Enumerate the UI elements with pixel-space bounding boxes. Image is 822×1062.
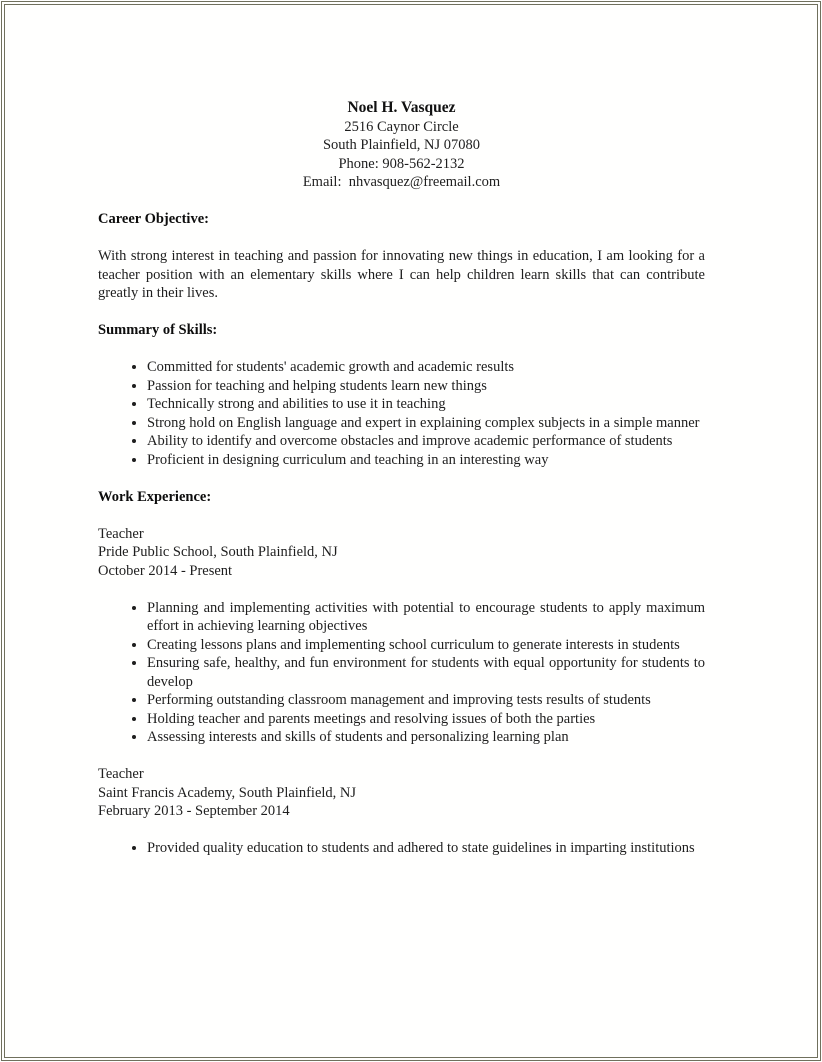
candidate-name: Noel H. Vasquez: [347, 99, 456, 116]
job-dates: February 2013 - September 2014: [98, 803, 290, 819]
job-dates: October 2014 - Present: [98, 562, 233, 579]
skill-item: • Committed for students' academic growth and academic results: [147, 358, 705, 377]
skill-item: • Proficient in designing curriculum and teaching in an interesting way: [147, 451, 705, 470]
skill-item: • Passion for teaching and helping students learn new things: [147, 377, 705, 396]
phone-line: Phone: 908-562-2132: [338, 155, 465, 172]
job-title: Teacher: [98, 525, 144, 542]
job-employer: Pride Public School, South Plainfield, NJ: [98, 544, 338, 560]
skill-item: • Ability to identify and overcome obstacles and improve academic performance of students: [147, 432, 705, 451]
job-duty-item: • Performing outstanding classroom management and improving tests results of students: [147, 691, 705, 710]
job-duty-item: • Planning and implementing activities with potential to encourage students to apply maximum effort in achieving learning objectives: [147, 599, 705, 636]
contact-header: [98, 99, 705, 192]
career-objective-heading: Career Objective:: [98, 211, 209, 227]
job-title: Teacher: [98, 766, 144, 782]
resume-content: [98, 99, 705, 858]
job-header: [98, 525, 705, 581]
job-duties-list: [98, 599, 705, 747]
address-line-2: South Plainfield, NJ 07080: [322, 137, 481, 153]
work-experience-heading: Work Experience:: [98, 488, 212, 505]
skills-list: [98, 358, 705, 469]
skill-item: • Strong hold on English language and expert in explaining complex subjects in a simple manner: [147, 414, 705, 433]
job-duty-item: • Provided quality education to students and adhered to state guidelines in imparting institutions: [147, 839, 705, 858]
job-employer: Saint Francis Academy, South Plainfield, NJ: [98, 784, 357, 801]
summary-of-skills-heading: Summary of Skills:: [98, 322, 218, 338]
skill-item: • Technically strong and abilities to use it in teaching: [147, 395, 705, 414]
job-duty-item: • Creating lessons plans and implementing school curriculum to generate interests in students: [147, 636, 705, 655]
job-duty-item: • Ensuring safe, healthy, and fun environment for students with equal opportunity for students to develop: [147, 654, 705, 691]
job-duty-item: • Holding teacher and parents meetings and resolving issues of both the parties: [147, 710, 705, 729]
career-objective-text: With strong interest in teaching and passion for innovating new things in education, I am looking for a teacher position with an elementary skills where I can help children learn skills that can contribute greatly in their lives.: [98, 248, 705, 301]
job-header: [98, 765, 705, 821]
job-duties-list: [98, 839, 705, 858]
email-line: Email: nhvasquez@freemail.com: [302, 174, 501, 190]
job-duty-item: • Assessing interests and skills of students and personalizing learning plan: [147, 728, 705, 747]
address-line-1: 2516 Caynor Circle: [344, 118, 459, 135]
